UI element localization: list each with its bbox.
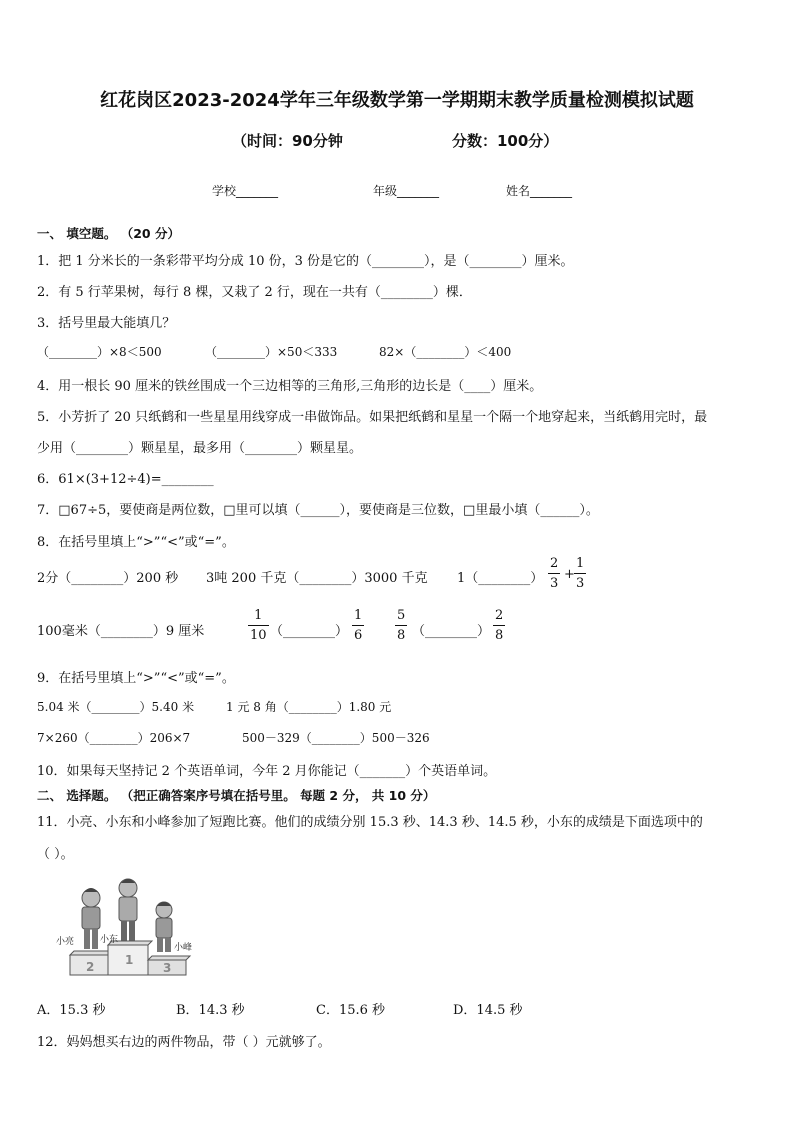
label-xiaodong: 小东 [100, 935, 119, 945]
question-7: 7．□67÷5，要使商是两位数，□里可以填（______），要使商是三位数，□里最小填（______）。 [37, 503, 599, 518]
podium-3: 3 [163, 961, 172, 975]
label-xiaofeng: 小峰 [174, 943, 193, 953]
option-b[interactable]: B．14.3 秒 [176, 1003, 245, 1018]
question-8-item-3: 1（________） [457, 571, 544, 586]
section2-heading: 二、 选择题。 （把正确答案序号填在括号里。 每题 2 分， 共 10 分） [37, 788, 436, 803]
podium-illustration [56, 876, 206, 980]
exam-score: 分数：100分） [452, 132, 559, 150]
podium-1: 1 [125, 953, 134, 967]
school-field[interactable]: 学校_______ [212, 184, 279, 198]
option-d[interactable]: D．14.5 秒 [453, 1003, 523, 1018]
question-8-item-1: 2分（________）200 秒 [37, 571, 179, 586]
question-6: 6．61×(3+12÷4)=________ [37, 472, 214, 487]
question-4: 4．用一根长 90 厘米的铁丝围成一个三边相等的三角形,三角形的边长是（____）厘米。 [37, 379, 543, 394]
grade-field[interactable]: 年级_______ [373, 184, 440, 198]
question-8: 8．在括号里填上“>”“<”或“=”。 [37, 535, 235, 550]
question-3-part-a: （________）×8＜500 [37, 345, 162, 359]
option-c[interactable]: C．15.6 秒 [316, 1003, 386, 1018]
podium-2: 2 [86, 960, 95, 974]
question-8-item-2: 3吨 200 千克（________）3000 千克 [206, 571, 428, 586]
fraction-1-6: 1 6 [354, 608, 363, 643]
question-9: 9．在括号里填上“>”“<”或“=”。 [37, 671, 235, 686]
fraction-5-8: 5 8 [397, 608, 406, 643]
question-1: 1．把 1 分米长的一条彩带平均分成 10 份，3 份是它的（________），是（________）厘米。 [37, 254, 574, 269]
question-5-line1: 5．小芳折了 20 只纸鹤和一些星星用线穿成一串做饰品。如果把纸鹤和星星一个隔一个地穿起来，当纸鹤用完时，最 [37, 410, 708, 425]
question-3: 3．括号里最大能填几？ [37, 316, 176, 331]
question-9-item-4: 500－329（________）500－326 [242, 731, 430, 745]
question-11-line1: 11．小亮、小东和小峰参加了短跑比赛。他们的成绩分别 15.3 秒、14.3 秒、14.5 秒，小东的成绩是下面选项中的 [37, 815, 703, 830]
question-8-item-4: 100毫米（________）9 厘米 [37, 624, 205, 639]
question-3-part-c: 82×（________）＜400 [379, 345, 512, 359]
exam-title: 红花岗区2023-2024学年三年级数学第一学期期末教学质量检测模拟试题 [100, 90, 694, 111]
fraction-1-10: 1 10 [250, 608, 267, 643]
question-8-item-5: （________） [270, 624, 349, 639]
fraction-2-8: 2 8 [495, 608, 504, 643]
name-field[interactable]: 姓名_______ [506, 184, 573, 198]
question-9-item-1: 5.04 米（________）5.40 米 [37, 700, 195, 714]
question-10: 10．如果每天坚持记 2 个英语单词，今年 2 月你能记（_______）个英语单词。 [37, 764, 497, 779]
section1-heading: 一、 填空题。 （20 分） [37, 226, 180, 241]
fraction-2-3: 2 3 [550, 556, 559, 591]
fraction-1-3: 1 3 [576, 556, 585, 591]
question-8-item-6: （________） [412, 624, 491, 639]
question-12: 12．妈妈想买右边的两件物品，带（ ）元就够了。 [37, 1035, 331, 1050]
plus-sign: + [564, 567, 575, 582]
question-9-item-3: 7×260（________）206×7 [37, 731, 191, 745]
question-11-line2: （ ）。 [37, 847, 74, 862]
exam-time: （时间：90分钟 [232, 132, 343, 150]
question-9-item-2: 1 元 8 角（________）1.80 元 [226, 700, 392, 714]
question-3-part-b: （________）×50＜333 [205, 345, 338, 359]
option-a[interactable]: A．15.3 秒 [37, 1003, 106, 1018]
question-5-line2: 少用（________）颗星星，最多用（________）颗星星。 [37, 441, 363, 456]
boys-on-podium-image [56, 876, 206, 980]
label-xiaoliang: 小亮 [56, 937, 75, 947]
question-2: 2．有 5 行苹果树，每行 8 棵，又栽了 2 行，现在一共有（________）棵． [37, 285, 472, 300]
